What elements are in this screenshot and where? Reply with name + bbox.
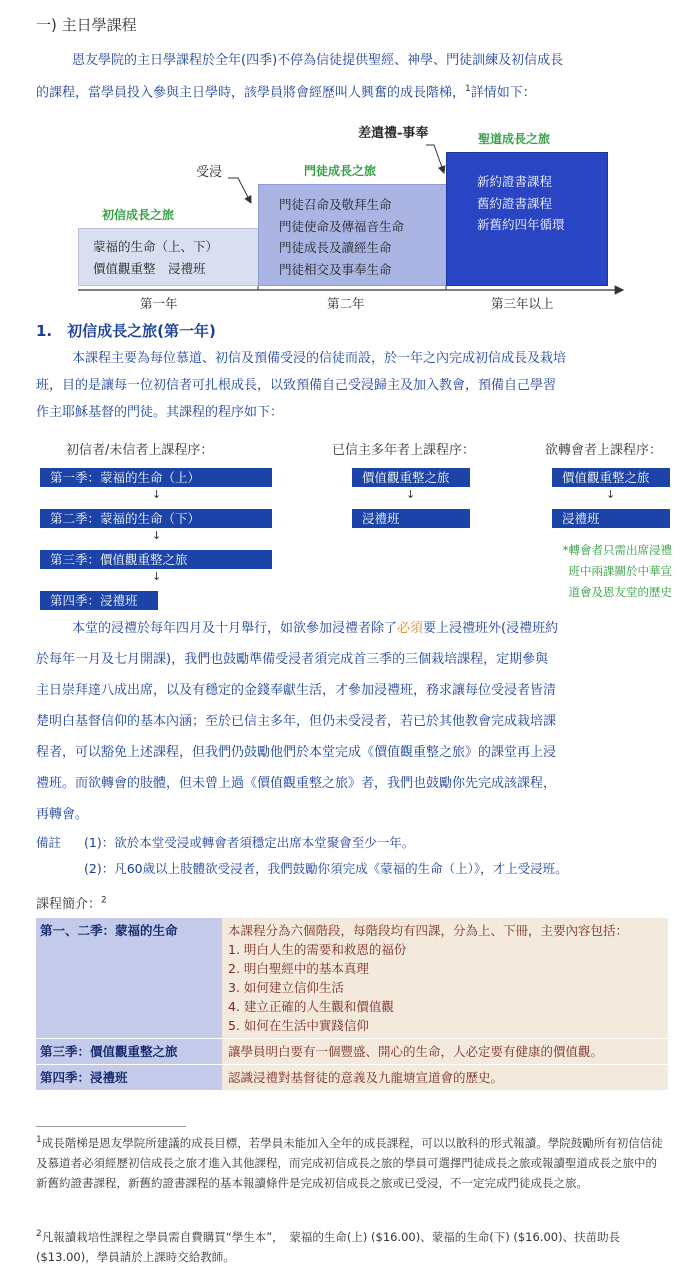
para2-line: 楚明白基督信仰的基本內涵；至於已信主多年，但仍未受浸者，若已於其他教會完成栽培課 [36,714,557,729]
course-desc: 認識浸禮對基督徒的意義及九龍塘宣道會的歷史。 [222,1065,668,1091]
intro-line-1: 恩友學院的主日學課程於全年(四季)不停為信徒提供聖經、神學、門徒訓練及初信成長 [72,53,564,68]
year-label: 第一年 [140,296,178,311]
flow-1-step: 第一季：蒙福的生命（上） [40,468,272,487]
flow-3-title: 欲轉會者上課程序： [545,443,663,458]
heading-first-year: 1. 初信成長之旅(第一年) [36,322,216,340]
flow-1-title: 初信者/未信者上課程序： [66,443,214,458]
course-name: 第一、二季：蒙福的生命 [36,918,222,1039]
para2-line: 本堂的浸禮於每年四月及十月舉行，如欲參加浸禮者除了必須要上浸禮班外(浸禮班約 [72,621,559,636]
stage-3-item: 舊約證書課程 [477,195,553,211]
course-item: 1. 明白人生的需要和救恩的福份 [228,942,407,957]
year-label: 第三年以上 [491,296,554,311]
para2-line: 程者，可以豁免上述課程，但我們仍鼓勵他們於本堂完成《價值觀重整之旅》的課堂再上浸 [36,745,557,760]
footnote-ref-2[interactable]: 2 [101,895,107,906]
flow-2-step: 浸禮班 [352,509,470,528]
notes-label: 備註 [36,835,62,850]
flow-1-step: 第四季：浸禮班 [40,591,158,610]
stage-2-item: 門徒相交及事奉生命 [279,261,392,277]
footnote-divider [36,1126,186,1127]
flow-1-step: 第二季：蒙福的生命（下） [40,509,272,528]
stage-1-title: 初信成長之旅 [102,208,175,222]
must-highlight: 必須 [397,621,424,636]
stage-3-item: 新約證書課程 [477,174,553,189]
para1-line: 班，目的是讓每一位初信者可扎根成長，以致預備自己受浸歸主及加入教會，預備自己學習 [36,378,557,393]
course-intro-label: 課程簡介：$^2$ [36,895,107,912]
section-title: 一) 主日學課程 [36,16,137,34]
stage-1-box [78,228,260,286]
flow-arrow-icon: ↓ [152,488,162,501]
para1-line: 作主耶穌基督的門徒。其課程的程序如下： [36,405,284,420]
intro-line-2: 的課程，當學員投入參與主日學時，該學員將會經歷叫人興奮的成長階梯，$^1$詳情如下： [36,84,536,101]
stage-3-title: 聖道成長之旅 [478,132,551,146]
flow-arrow-icon: ↓ [152,570,162,583]
flow-3-step: 價值觀重整之旅 [552,468,670,487]
footnote-1: $^1$成長階梯是恩友學院所建議的成長目標，若學員未能加入全年的成長課程，可以以散科的形式報讀。學院鼓勵所有初信信徒及慕道者必須經歷初信成長之旅才進入其他課程，而完成初信成長之旅的學員可選擇門徒成長之旅或報讀聖道成長之旅中的新舊約證書課程，新舊約證書課程的基本報讀條件是完成初信成長之旅或已受浸，不一定完成門徒成長之旅。 [36,1135,663,1190]
course-table [36,918,668,1091]
course-item: 5. 如何在生活中實踐信仰 [228,1018,369,1033]
course-item: 3. 如何建立信仰生活 [228,980,344,995]
flow-1-step: 第三季：價值觀重整之旅 [40,550,272,569]
stage-2-item: 門徒成長及讀經生命 [279,240,392,255]
para2-line: 再轉會。 [36,807,89,822]
course-desc: 本課程分為六個階段，每階段均有四課，分為上、下冊，主要內容包括： 1. 明白人生的需要和救恩的福份 2. 明白聖經中的基本真理 3. 如何建立信仰生活 4. 建立正確的人生觀和價值觀 5. 如何在生活中實踐信仰 [222,918,668,1039]
para1-line: 本課程主要為每位慕道、初信及預備受浸的信徒而設，於一年之內完成初信成長及栽培 [72,351,567,366]
course-name: 第四季：浸禮班 [36,1065,222,1091]
note-1: (1)：欲於本堂受浸或轉會者須穩定出席本堂聚會至少一年。 [84,835,415,850]
para2-line: 禮班。而欲轉會的肢體，但未曾上過《價值觀重整之旅》者，我們也鼓勵你先完成該課程， [36,776,557,791]
stage-2-box [258,184,448,286]
stage-1-item: 蒙福的生命（上、下） [93,239,219,254]
footnote-ref-1[interactable]: 1 [465,84,471,94]
sending-label: 差遣禮-事奉 [358,126,429,141]
stage-3-box [446,152,608,286]
course-row [36,918,668,1039]
note-2: (2)：凡60歲以上肢體欲受浸者，我們鼓勵你須完成《蒙福的生命（上）》，才上受浸班。 [84,861,568,876]
transfer-note: *轉會者只需出席浸禮 班中兩課關於中華宣 道會及恩友堂的歷史 [562,543,672,599]
flow-2-step: 價值觀重整之旅 [352,468,470,487]
stage-2-item: 門徒召命及敬拜生命 [279,197,392,212]
para2-line: 主日崇拜達八成出席，以及有穩定的金錢奉獻生活，才參加浸禮班，務求讓每位受浸者皆清 [36,683,557,698]
stage-2-title: 門徒成長之旅 [304,164,377,178]
course-row [36,1039,668,1065]
stage-2-item: 門徒使命及傳福音生命 [279,218,405,234]
growth-ladder [78,118,638,318]
flow-3-step: 浸禮班 [552,509,670,528]
baptism-label: 受浸 [196,165,223,180]
flow-arrow-icon: ↓ [406,488,416,501]
course-row [36,1065,668,1091]
course-name: 第三季：價值觀重整之旅 [36,1039,222,1065]
flow-2-title: 已信主多年者上課程序： [332,443,476,458]
para2-line: 於每年一月及七月開課)，我們也鼓勵準備受浸者須完成首三季的三個栽培課程，定期參與 [36,652,549,667]
course-desc: 讓學員明白要有一個豐盛、開心的生命，人必定要有健康的價值觀。 [222,1039,668,1065]
course-item: 4. 建立正確的人生觀和價值觀 [228,999,394,1014]
course-item: 2. 明白聖經中的基本真理 [228,961,369,976]
footnote-2: $^2$凡報讀栽培性課程之學員需自費購買“學生本”， 蒙福的生命(上) ($16.00)、蒙福的生命(下) ($16.00)、扶苗助長 ($13.00)，學員請於上課時交給教師。 [36,1229,621,1264]
flow-arrow-icon: ↓ [152,529,162,542]
stage-3-item: 新舊約四年循環 [477,217,565,232]
stage-1-item: 價值觀重整 浸禮班 [93,260,206,276]
year-label: 第二年 [327,296,365,311]
flow-arrow-icon: ↓ [606,488,616,501]
